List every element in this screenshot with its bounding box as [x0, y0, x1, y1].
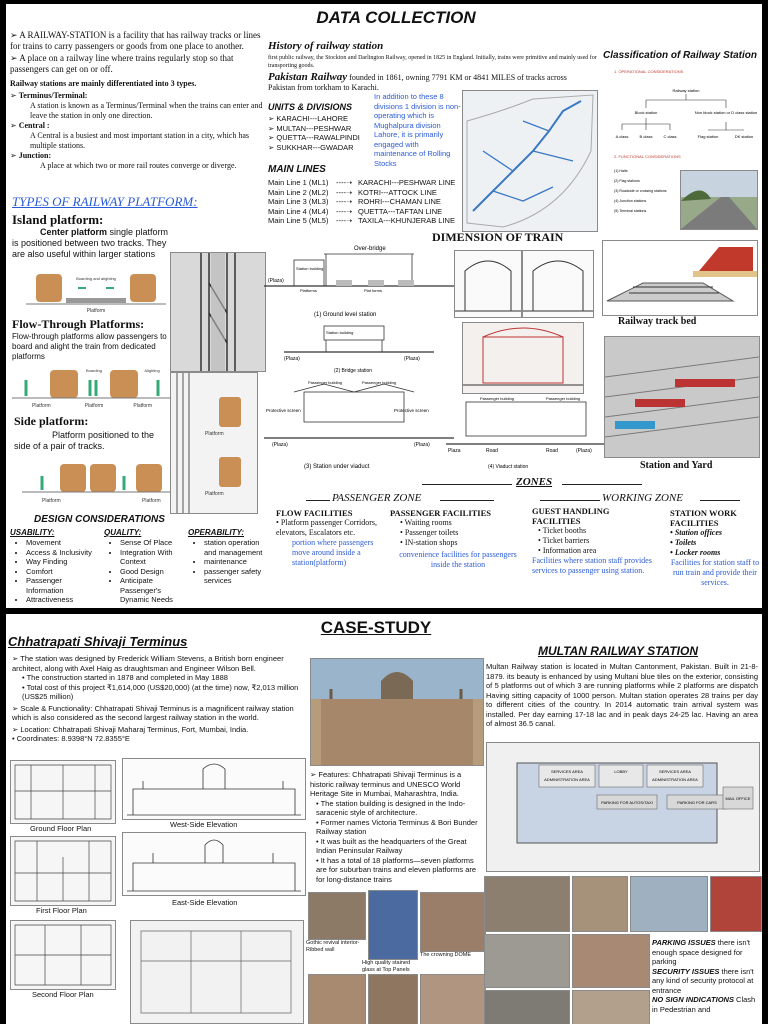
svg-text:Over-bridge: Over-bridge [354, 246, 386, 252]
type-desc: A place at which two or more rail routes converge or diverge. [40, 161, 237, 170]
svg-text:(3) Station under viaduct: (3) Station under viaduct [304, 464, 370, 470]
feature-item: • It was built as the headquarters of the Great Indian Peninsular Railway [316, 836, 467, 855]
sheet-title: DATA COLLECTION [316, 8, 476, 27]
station-section-diagrams [264, 242, 454, 474]
svg-text:PARKING FOR CARS: PARKING FOR CARS [677, 800, 717, 805]
svg-text:Railway station: Railway station [672, 88, 700, 93]
units-note: In addition to these 8 divisions 1 division is non-operating which is Mughalpura division Lahore, it is primarily engaged with maintenance of Rolling Stocks [374, 92, 461, 168]
history-text: first public railway, the Stockton and Darlington Railway, opened in 1825 in England. Initially, trains were primitive and mainly used for transporting goods. [268, 55, 597, 69]
multan-title: MULTAN RAILWAY STATION [538, 644, 698, 658]
svg-text:Platform: Platform [205, 491, 224, 497]
working-zone-title: WORKING ZONE [602, 492, 683, 504]
passenger-facility-item: • Waiting rooms [400, 518, 452, 527]
main-lines-list [268, 178, 468, 226]
type-item: ➢ Terminus/Terminal: [10, 91, 88, 100]
pz-line-right [440, 500, 494, 501]
svg-text:1. OPERATIONAL CONSIDERATIONS: 1. OPERATIONAL CONSIDERATIONS [614, 69, 684, 74]
work-facility-note: Facilities for station staff to run train and provide their services. [670, 558, 760, 587]
intro-item: ➢ A RAILWAY-STATION is a facility that has railway tracks or lines for trains to carry passengers or goods from one place to another. [10, 30, 261, 51]
feature-item: ➢ Features: Chhatrapati Shivaji Terminus is a historic railway terminus and UNESCO World Heritage Site in Mumbai, Maharashtra, India. [310, 770, 462, 798]
svg-text:Boarding and alighting: Boarding and alighting [76, 276, 116, 281]
flow-facility-item: • Platform passenger Corridors, elevators, Escalators etc. [276, 518, 378, 537]
flow-desc: Flow-through platforms allow passengers to board and alight the train from dedicated platforms [12, 332, 167, 361]
svg-text:Plaza: Plaza [448, 448, 461, 454]
ground-floor-label: Ground Floor Plan [30, 824, 92, 833]
train-section-drawing [462, 322, 584, 394]
guest-facility-item: • Information area [538, 546, 597, 555]
pakistan-rail-map [462, 90, 598, 232]
first-floor-plan [10, 836, 116, 906]
svg-text:Platform: Platform [133, 403, 152, 409]
pakistan-railway: Pakistan Railway founded in 1861, owning 7791 KM or 4841 MILES of tracks across Pakistan from torkham to Karachi. [268, 71, 567, 92]
track-bed-drawing [602, 240, 758, 316]
svg-text:(4) Junction stations: (4) Junction stations [614, 199, 647, 203]
svg-text:Alighting: Alighting [144, 368, 160, 373]
csmt-scale: ➢ Scale & Functionality: Chhatrapati Shivaji Terminus is a magnificent railway station which is also considered as the second largest railway station in the world. [12, 703, 294, 722]
svg-text:Platform: Platform [142, 498, 161, 504]
type-item: ➢ Central : [10, 121, 50, 130]
main-line-row: Main Line 2 (ML2) ----➝ KOTRI---ATTOCK LINE [268, 187, 437, 197]
classification-title: Classification of Railway Station [603, 50, 757, 61]
ground-floor-plan [10, 760, 116, 824]
svg-text:Platform: Platform [205, 431, 224, 437]
svg-text:Flag station: Flag station [697, 134, 719, 139]
csmt-bullets [12, 654, 308, 744]
svg-text:(Plaza): (Plaza) [268, 278, 284, 284]
zones-line-left [422, 484, 512, 485]
wz-line-right [700, 500, 740, 501]
passenger-facility-item: • IN-station shops [400, 538, 458, 547]
guest-facility-item: • Ticket booths [538, 526, 587, 535]
intro-item: ➢ A place on a railway line where trains regularly stop so that passengers can get on or off. [10, 53, 234, 74]
svg-text:(2) Bridge station: (2) Bridge station [334, 368, 373, 374]
zones-line-right [562, 484, 642, 485]
csmt-coordinates: • Coordinates: 8.9398°N 72.8355°E [12, 734, 130, 743]
flow-facilities: FLOW FACILITIES • Platform passenger Corridors, elevators, Escalators etc. portion where passengers move around inside a station(platform) [276, 508, 388, 568]
guest-facility-note: Facilities where station staff provides services to passenger using station. [532, 556, 652, 575]
svg-text:Passenger building: Passenger building [308, 380, 343, 385]
train-dimension-drawing-1 [454, 250, 522, 318]
svg-text:(Plaza): (Plaza) [404, 356, 420, 362]
svg-text:(4) Viaduct station: (4) Viaduct station [488, 464, 529, 470]
main-line-row: Main Line 1 (ML1) ----➝ KARACHI---PESHWAR LINE [268, 178, 456, 187]
type-item: ➢ Junction: [10, 151, 52, 160]
svg-text:Plat forms: Plat forms [364, 288, 383, 293]
multan-photo-5 [484, 934, 570, 988]
track-layout-plan [170, 252, 266, 372]
side-title: Side platform: [14, 414, 89, 428]
csmt-bullet: • Total cost of this project ₹1,614,000 (US$20,000) (at the time) now, ₹2,013 million (US$25 million) [22, 682, 299, 701]
csmt-bullet: ➢ The station was designed by Frederick William Stevens, a British born engineer architect, along with Axel Haig as draughtsman and Engineer Wilson Bell. [12, 654, 284, 673]
viaduct-section [446, 392, 606, 472]
operability-column: OPERABILITY: • station operation and management • maintenance • passenger safety services [188, 528, 272, 586]
svg-text:Platform: Platform [86, 308, 106, 314]
island-title: Island platform: [12, 212, 104, 227]
first-floor-label: First Floor Plan [36, 906, 87, 915]
passenger-facility-item: • Passenger toilets [400, 528, 459, 537]
passenger-facility-note: convenience facilities for passengers inside the station [399, 550, 517, 569]
work-facility-item: • Locker rooms [670, 548, 721, 557]
passenger-zone-title: PASSENGER ZONE [332, 492, 422, 504]
passenger-facilities: PASSENGER FACILITIES • Waiting rooms • Passenger toilets • IN-station shops convenience facilities for passengers inside the station [390, 508, 526, 570]
svg-text:2. FUNCTIONAL CONSIDERATIONS: 2. FUNCTIONAL CONSIDERATIONS [614, 154, 681, 159]
unit-item: ➢ SUKKHAR---GWADAR [268, 142, 354, 152]
unit-item: ➢ QUETTA---RAWALPINDI [268, 133, 360, 142]
svg-text:Boarding: Boarding [85, 368, 103, 373]
multan-photo-2 [572, 876, 628, 932]
interior-photo-3 [368, 974, 418, 1024]
multan-photo-7 [484, 990, 570, 1024]
issue-item: NO SIGN INDICATIONS Clash in Pedestrian and [652, 995, 756, 1014]
svg-text:Station building: Station building [296, 266, 324, 271]
svg-text:(5) Terminal stations: (5) Terminal stations [614, 209, 647, 213]
zones-title: ZONES [516, 476, 553, 488]
work-facility-item: • Station offices [670, 528, 722, 537]
work-facilities: STATION WORK FACILITIES • Station offices • Toilets • Locker rooms Facilities for station staff to run train and provide their services. [670, 508, 760, 587]
svg-text:Road: Road [486, 448, 498, 454]
svg-text:Non block station or D class s: Non block station or D class station [694, 110, 758, 115]
svg-text:MAIL OFFICE: MAIL OFFICE [725, 796, 751, 801]
feature-item: • Former names Victoria Terminus & Bori Bunder Railway station [316, 817, 478, 836]
second-floor-label: Second Floor Plan [32, 990, 94, 999]
pz-line-left [306, 500, 330, 501]
history-title: History of railway station [268, 40, 384, 52]
svg-text:B class: B class [639, 134, 653, 139]
data-collection-sheet [6, 4, 762, 608]
east-elevation-label: East-Side Elevation [172, 898, 238, 907]
svg-text:ADMINISTRATION AREA: ADMINISTRATION AREA [652, 777, 698, 782]
csmt-title: Chhatrapati Shivaji Terminus [8, 634, 188, 649]
svg-text:C class: C class [663, 134, 677, 139]
multan-photo-4 [710, 876, 762, 932]
flow-diagram [12, 366, 172, 412]
side-platform-diagram [170, 372, 258, 514]
type-desc: A Central is a busiest and most important station in a city, which has multiple stations. [30, 131, 250, 150]
issue-item: SECURITY ISSUES there isn't any kind of security protocol at entrance [652, 966, 754, 995]
quality-column: QUALITY: • Sense Of Place • Integration With Context • Good Design • Anticipate Passenger's Dynamic Needs [104, 528, 188, 605]
east-elevation [122, 832, 306, 896]
csmt-photo [310, 658, 484, 766]
feature-item: • The station building is designed in the Indo-saracenic style of architecture. [316, 798, 466, 817]
svg-text:SERVICES AREA: SERVICES AREA [551, 769, 583, 774]
svg-text:Platform: Platform [42, 498, 61, 504]
multan-text: Multan Railway station is located in Multan Cantonment, Pakistan. Built in 21-8-1879. its beauty is enhanced by using Multani blue tiles on the exterior, consisting of 5 platforms out of which 3 are running platforms while 2 platforms are dispatch Having sitting capacity of 1000 person. Multan station operates 28 trains per day to different cities of the country. In 2014 automatic train arrival system was installed. Per day earning 17-18 lac and in peak days 24-25 lac. Having an area of almost 36.5 canal. [486, 662, 758, 728]
gothic-label: Gothic revival interior-Ribbed wall [306, 940, 360, 953]
guest-facility-item: • Ticket barriers [538, 536, 590, 545]
glass-label: High quality stained glass at Top Panels [362, 960, 411, 973]
intro-block [10, 30, 268, 171]
unit-item: ➢ KARACHI---LAHORE [268, 114, 349, 123]
track-bed-label: Railway track bed [618, 316, 697, 327]
case-study-title: CASE-STUDY [320, 618, 432, 637]
interior-photo-2 [308, 974, 366, 1024]
svg-text:(1) Ground level station: (1) Ground level station [314, 312, 377, 318]
interior-photo-4 [420, 974, 486, 1024]
multan-photo-6 [572, 934, 650, 988]
west-elevation [122, 758, 306, 820]
svg-text:A class: A class [615, 134, 629, 139]
usability-column: USABILITY: • Movement • Access & Inclusivity • Way Finding • Comfort • Passenger Information • Attractiveness [10, 528, 100, 605]
svg-text:DK station: DK station [734, 134, 754, 139]
csmt-features [310, 770, 482, 884]
side-diagram [22, 458, 172, 508]
csmt-location: ➢ Location: Chhatrapati Shivaji Maharaj Terminus, Fort, Mumbai, India. [12, 724, 249, 734]
issue-item: PARKING ISSUES there isn't enough space designed for parking [652, 938, 751, 966]
dimension-title: DIMENSION OF TRAIN [432, 230, 564, 244]
station-types [10, 91, 268, 171]
units-title: UNITS & DIVISIONS [268, 102, 353, 112]
gothic-interior-photo [308, 892, 366, 940]
train-dimension-drawing-2 [522, 250, 594, 318]
side-desc: Platform positioned to the side of a pair of tracks. [14, 430, 155, 451]
svg-text:SERVICES AREA: SERVICES AREA [659, 769, 691, 774]
platform-photo [680, 170, 758, 230]
svg-text:Platform: Platform [84, 403, 104, 409]
main-line-row: Main Line 4 (ML4) ----➝ QUETTA---TAFTAN LINE [268, 206, 443, 216]
type-desc: A station is known as a Terminus/Terminal when the trains can enter and leave the station in only one direction. [30, 101, 263, 120]
svg-text:LOBBY: LOBBY [614, 769, 628, 774]
svg-text:Block station: Block station [634, 110, 658, 115]
svg-text:(Plaza): (Plaza) [576, 448, 592, 454]
svg-text:(3) Roadside or crossing stati: (3) Roadside or crossing stations [614, 189, 667, 193]
svg-text:Protective screen: Protective screen [266, 408, 301, 413]
svg-text:Passenger building: Passenger building [546, 396, 581, 401]
svg-text:Platforms: Platforms [300, 288, 317, 293]
flow-title: Flow-Through Platforms: [12, 317, 145, 331]
station-yard-label: Station and Yard [640, 460, 713, 471]
dome-label: The crowning DOME [420, 952, 472, 958]
flow-facility-note: portion where passengers move around inside a station(platform) [292, 538, 374, 567]
main-line-row: Main Line 3 (ML3) ----➝ ROHRI---CHAMAN LINE [268, 197, 441, 206]
svg-text:PARKING FOR AUTOS/TAXI: PARKING FOR AUTOS/TAXI [601, 800, 653, 805]
second-floor-plan [10, 920, 116, 990]
site-plan [130, 920, 304, 1024]
svg-text:Passenger building: Passenger building [480, 396, 515, 401]
multan-issues [652, 938, 760, 1014]
work-facility-item: • Toilets [670, 538, 697, 547]
guest-facilities: GUEST HANDLING FACILITIES • Ticket booths • Ticket barriers • Information area Facilities where station staff provides services to passenger using station. [532, 506, 662, 576]
svg-text:(Plaza): (Plaza) [284, 356, 300, 362]
platform-types-heading: TYPES OF RAILWAY PLATFORM: [12, 194, 198, 209]
svg-text:(Plaza): (Plaza) [414, 442, 430, 448]
station-yard-image [604, 336, 760, 458]
csmt-bullet: • The construction started in 1878 and completed in May 1888 [22, 673, 228, 682]
main-line-row: Main Line 5 (ML5) ----➝ TAXILA---KHUNJERAB LINE [268, 216, 455, 225]
svg-text:(Plaza): (Plaza) [272, 442, 288, 448]
svg-text:Road: Road [546, 448, 558, 454]
west-elevation-label: West-Side Elevation [170, 820, 238, 829]
dome-photo [420, 892, 486, 952]
svg-text:(1) Halts: (1) Halts [614, 169, 628, 173]
units-list [268, 114, 378, 152]
svg-text:Passenger building: Passenger building [362, 380, 397, 385]
island-diagram [26, 266, 166, 316]
wz-line-left [540, 500, 600, 501]
main-lines-title: MAIN LINES [268, 164, 326, 175]
multan-plan [486, 742, 760, 872]
multan-photo-3 [630, 876, 708, 932]
svg-text:ADMINISTRATION AREA: ADMINISTRATION AREA [544, 777, 590, 782]
svg-text:Platform: Platform [32, 403, 51, 409]
design-title: DESIGN CONSIDERATIONS [34, 514, 165, 525]
svg-text:Station building: Station building [326, 330, 354, 335]
feature-item: • It has a total of 18 platforms—seven platforms are for suburban trains and eleven platforms are for long-distance trains [316, 855, 477, 884]
diff-heading: Railway stations are mainly differentiated into 3 types. [10, 79, 197, 88]
svg-text:Protective screen: Protective screen [394, 408, 429, 413]
stained-glass-photo [368, 890, 418, 960]
unit-item: ➢ MULTAN---PESHWAR [268, 123, 352, 133]
multan-photo-8 [572, 990, 650, 1024]
svg-text:(2) Flag stations: (2) Flag stations [614, 179, 640, 183]
island-desc: Center platform single platform is positioned between two tracks. They are also useful within larger stations [12, 227, 169, 259]
case-study-sheet [6, 614, 762, 1024]
multan-photo-1 [484, 876, 570, 932]
